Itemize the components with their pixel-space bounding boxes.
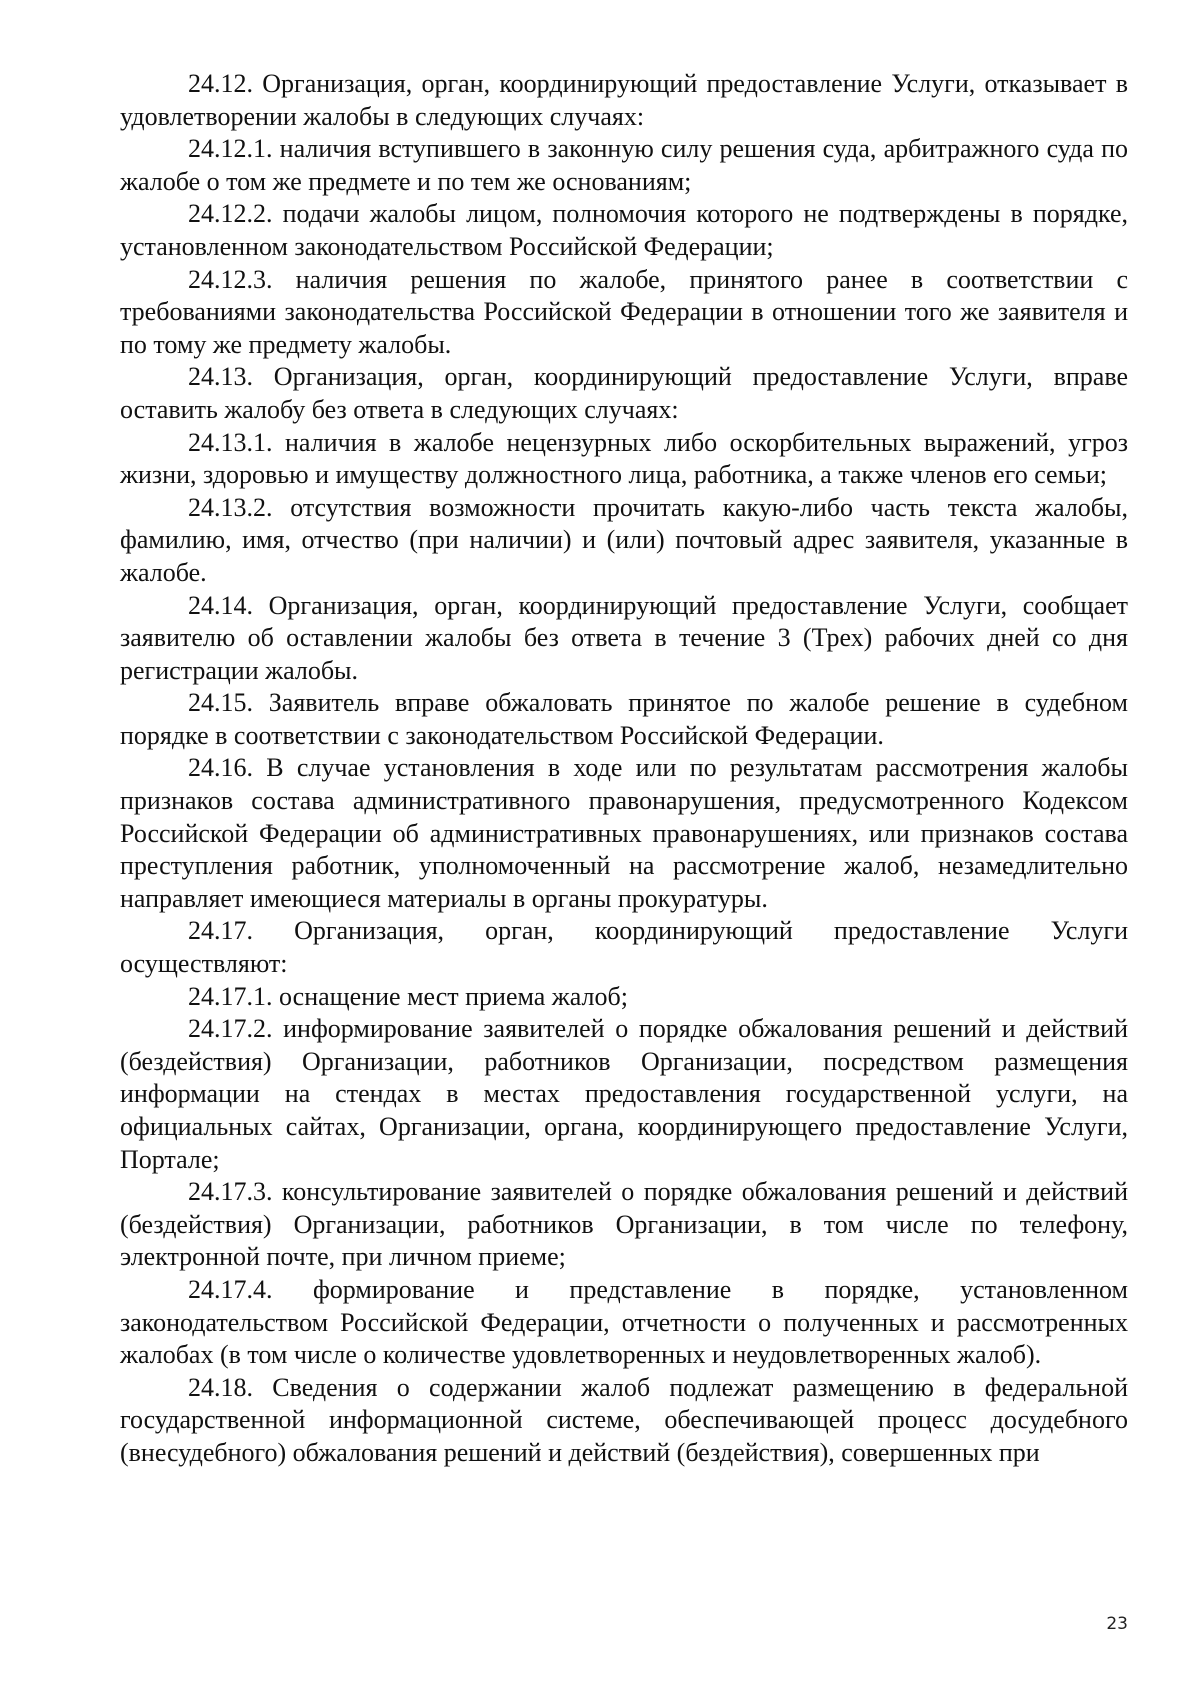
paragraph-24-16: 24.16. В случае установления в ходе или по результатам рассмотрения жалобы признаков состава административного правонарушения, предусмотренного Кодексом Российской Федерации об административных правонарушениях, или признаков состава преступления работник, уполномоченный на рассмотрение жалоб, незамедлительно направляет имеющиеся материалы в органы прокуратуры. — [120, 753, 1128, 913]
paragraph-24-17: 24.17. Организация, орган, координирующий предоставление Услуги осуществляют: — [120, 916, 1128, 979]
paragraph-24-17-3: 24.17.3. консультирование заявителей о порядке обжалования решений и действий (бездействия) Организации, работников Организации, в том числе по телефону, электронной почте, при личном приеме; — [120, 1177, 1128, 1272]
paragraph-24-12-3: 24.12.3. наличия решения по жалобе, принятого ранее в соответствии с требованиями законодательства Российской Федерации в отношении того же заявителя и по тому же предмету жалобы. — [120, 264, 1128, 359]
paragraph-24-15: 24.15. Заявитель вправе обжаловать принятое по жалобе решение в судебном порядке в соответствии с законодательством Российской Федерации. — [120, 688, 1128, 750]
paragraph-24-12: 24.12. Организация, орган, координирующий предоставление Услуги, отказывает в удовлетворении жалобы в следующих случаях: — [120, 69, 1128, 131]
paragraph-24-17-1: 24.17.1. оснащение мест приема жалоб; — [188, 981, 628, 1011]
paragraph-24-12-2: 24.12.2. подачи жалобы лицом, полномочия которого не подтверждены в порядке, установленном законодательством Российской Федерации; — [120, 199, 1128, 261]
paragraph-24-18: 24.18. Сведения о содержании жалоб подлежат размещению в федеральной государственной информационной системе, обеспечивающей процесс досудебного (внесудебного) обжалования решений и действий (бездействия), совершенных при — [120, 1372, 1128, 1467]
paragraph-24-13: 24.13. Организация, орган, координирующий предоставление Услуги, вправе оставить жалобу без ответа в следующих случаях: — [120, 362, 1128, 424]
paragraph-24-12-1: 24.12.1. наличия вступившего в законную силу решения суда, арбитражного суда по жалобе о том же предмете и по тем же основаниям; — [120, 134, 1128, 196]
page-number: 23 — [1106, 1614, 1128, 1634]
paragraph-24-17-4: 24.17.4. формирование и представление в порядке, установленном законодательством Российской Федерации, отчетности о полученных и рассмотренных жалобах (в том числе о количестве удовлетворенных и неудовлетворенных жалоб). — [120, 1274, 1128, 1370]
paragraph-24-17-2: 24.17.2. информирование заявителей о порядке обжалования решений и действий (бездействия) Организации, работников Организации, посредством размещения информации на стендах в местах предоставления государственной услуги, на официальных сайтах, Организации, органа, координирующего предоставление Услуги, Портале; — [120, 1014, 1128, 1174]
paragraph-24-14: 24.14. Организация, орган, координирующий предоставление Услуги, сообщает заявителю об оставлении жалобы без ответа в течение 3 (Трех) рабочих дней со дня регистрации жалобы. — [120, 590, 1128, 685]
paragraph-24-13-2: 24.13.2. отсутствия возможности прочитать какую-либо часть текста жалобы, фамилию, имя, отчество (при наличии) и (или) почтовый адрес заявителя, указанные в жалобе. — [120, 492, 1128, 587]
document-body — [120, 68, 1128, 1470]
paragraph-24-13-1: 24.13.1. наличия в жалобе нецензурных либо оскорбительных выражений, угроз жизни, здоровью и имуществу должностного лица, работника, а также членов его семьи; — [120, 427, 1128, 490]
